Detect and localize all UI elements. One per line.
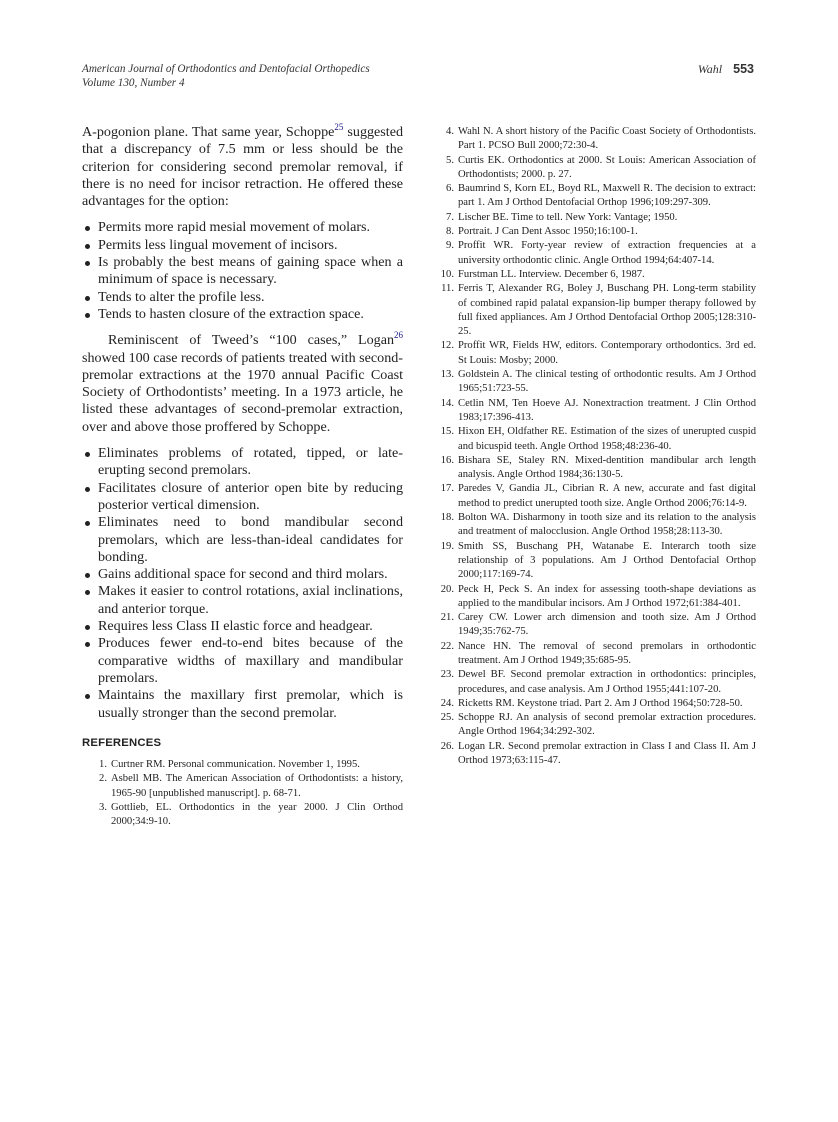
- reference-text: Dewel BF. Second premolar extraction in orthodontics: principles, procedures, and case analysis. Am J Orthod 1955;441:107-20.: [458, 669, 756, 695]
- reference-number: 22.: [440, 640, 454, 652]
- reference-item: [436, 125, 756, 154]
- reference-number: 23.: [440, 669, 454, 681]
- references-heading: REFERENCES: [82, 737, 162, 749]
- reference-item: [436, 268, 756, 282]
- reference-number: 3.: [99, 801, 107, 813]
- bullet-item: Gains additional space for second and third molars.: [82, 566, 403, 583]
- references-list-left: [89, 758, 403, 829]
- reference-item: [436, 154, 756, 183]
- text: A-pogonion plane. That same year, Schoppe: [82, 124, 335, 140]
- reference-item: [436, 697, 756, 711]
- reference-text: Portrait. J Can Dent Assoc 1950;16:100-1.: [458, 226, 638, 238]
- reference-item: [436, 611, 756, 640]
- bullet-item: Facilitates closure of anterior open bite by reducing posterior vertical dimension.: [82, 480, 403, 515]
- reference-number: 25.: [440, 712, 454, 724]
- reference-text: Paredes V, Gandia JL, Cibrian R. A new, accurate and fast digital method to predict unerupted tooth size. Angle Orthod 2006;76:14-9.: [458, 483, 756, 509]
- bullet-item: Requires less Class II elastic force and headgear.: [82, 618, 403, 635]
- reference-item: [89, 772, 403, 801]
- reference-number: 18.: [440, 512, 454, 524]
- reference-text: Gottlieb, EL. Orthodontics in the year 2000. J Clin Orthod 2000;34:9-10.: [111, 801, 403, 828]
- page-number: 553: [733, 62, 754, 76]
- reference-number: 20.: [440, 583, 454, 595]
- reference-text: Peck H, Peck S. An index for assessing tooth-shape deviations as applied to the mandibular incisors. Am J Orthod 1972;61:384-401.: [458, 583, 756, 609]
- reference-text: Smith SS, Buschang PH, Watanabe E. Interarch tooth size relationship of 3 populations. Am J Orthod Dentofacial Orthop 2000;117:169-74.: [458, 540, 756, 581]
- reference-item: [436, 454, 756, 483]
- reference-number: 16.: [440, 454, 454, 466]
- bullet-item: Maintains the maxillary first premolar, which is usually stronger than the second premolar.: [82, 687, 403, 722]
- reference-number: 24.: [440, 697, 454, 709]
- reference-number: 11.: [441, 283, 454, 295]
- reference-number: 2.: [99, 773, 107, 785]
- reference-item: [436, 511, 756, 540]
- reference-item: [436, 540, 756, 583]
- reference-number: 9.: [446, 240, 454, 252]
- reference-number: 4.: [446, 126, 454, 137]
- text: suggested that a discrepancy of 7.5 mm or less should be the criterion for considering second premolar removal, if there is no need for incisor retraction. He offered these advantages for the option:: [82, 124, 404, 210]
- reference-text: Ricketts RM. Keystone triad. Part 2. Am J Orthod 1964;50:728-50.: [458, 697, 743, 709]
- reference-number: 5.: [446, 154, 454, 166]
- reference-text: Proffit WR, Fields HW, editors. Contemporary orthodontics. 3rd ed. St Louis: Mosby; 2000.: [458, 340, 756, 366]
- journal-title: American Journal of Orthodontics and Dentofacial Orthopedics: [82, 63, 370, 75]
- reference-item: [436, 668, 756, 697]
- reference-text: Proffit WR. Forty-year review of extraction frequencies at a university orthodontic clinic. Angle Orthod 1994;64:407-14.: [458, 240, 756, 266]
- paragraph-2: [82, 332, 403, 436]
- reference-number: 19.: [440, 540, 454, 552]
- logan-advantages-list: [82, 445, 403, 722]
- reference-item: [436, 182, 756, 211]
- reference-text: Baumrind S, Korn EL, Boyd RL, Maxwell R. The decision to extract: part 1. Am J Orthod Dentofacial Orthop 1996;109:297-309.: [458, 183, 756, 209]
- reference-item: [436, 368, 756, 397]
- reference-item: [436, 425, 756, 454]
- journal-volume: Volume 130, Number 4: [82, 77, 185, 89]
- reference-item: [436, 640, 756, 669]
- reference-number: 21.: [440, 612, 454, 624]
- bullet-item: Produces fewer end-to-end bites because of the comparative widths of maxillary and mandibular premolars.: [82, 635, 403, 687]
- reference-item: [436, 225, 756, 239]
- paragraph-1: [82, 124, 403, 210]
- reference-number: 12.: [440, 340, 454, 352]
- bullet-item: Permits more rapid mesial movement of molars.: [82, 219, 403, 236]
- reference-text: Wahl N. A short history of the Pacific Coast Society of Orthodontists. Part 1. PCSO Bull 2000;72:30-4.: [458, 126, 756, 152]
- bullet-item: Permits less lingual movement of incisors.: [82, 237, 403, 254]
- citation-link[interactable]: 26: [394, 330, 403, 341]
- reference-text: Carey CW. Lower arch dimension and tooth size. Am J Orthod 1949;35:762-75.: [458, 612, 756, 638]
- reference-text: Curtner RM. Personal communication. November 1, 1995.: [111, 759, 360, 770]
- reference-item: [89, 758, 403, 772]
- reference-item: [436, 397, 756, 426]
- reference-item: [436, 711, 756, 740]
- reference-item: [436, 583, 756, 612]
- reference-number: 6.: [446, 183, 454, 195]
- reference-text: Bolton WA. Disharmony in tooth size and its relation to the analysis and treatment of malocclusion. Angle Orthod 1958;28:113-30.: [458, 512, 756, 538]
- reference-item: [436, 740, 756, 769]
- reference-text: Bishara SE, Staley RN. Mixed-dentition mandibular arch length analysis. Angle Orthod 1984;36:130-5.: [458, 454, 756, 481]
- reference-text: Nance HN. The removal of second premolars in orthodontic treatment. Am J Orthod 1949;35:685-95.: [458, 640, 756, 666]
- reference-number: 26.: [440, 740, 454, 752]
- reference-text: Goldstein A. The clinical testing of orthodontic results. Am J Orthod 1965;51:723-55.: [458, 369, 756, 395]
- bullet-item: Eliminates need to bond mandibular second premolars, which are less-than-ideal candidates for bonding.: [82, 514, 403, 566]
- reference-number: 14.: [440, 397, 454, 409]
- reference-number: 13.: [440, 369, 454, 381]
- bullet-item: Tends to hasten closure of the extraction space.: [82, 306, 403, 323]
- reference-number: 1.: [99, 759, 107, 770]
- reference-item: [436, 211, 756, 225]
- reference-number: 17.: [440, 483, 454, 495]
- header-right: [698, 62, 754, 77]
- reference-number: 15.: [440, 426, 454, 438]
- references-list-right: [436, 125, 756, 768]
- reference-item: [436, 339, 756, 368]
- running-header: [82, 62, 370, 90]
- reference-text: Schoppe RJ. An analysis of second premolar extraction procedures. Angle Orthod 1964;34:292-302.: [458, 712, 756, 738]
- reference-text: Lischer BE. Time to tell. New York: Vantage; 1950.: [458, 211, 678, 223]
- reference-text: Logan LR. Second premolar extraction in Class I and Class II. Am J Orthod 1973;63:115-47.: [458, 740, 756, 767]
- citation-link[interactable]: 25: [334, 122, 344, 132]
- reference-text: Furstman LL. Interview. December 6, 1987.: [458, 268, 645, 280]
- text: showed 100 case records of patients treated with second-premolar extractions at the 1970 annual Pacific Coast Society of Orthodontists’ meeting. In a 1973 article, he listed these advantages of second-premolar extraction, over and above those proffered by Schoppe.: [82, 349, 403, 435]
- bullet-item: Tends to alter the profile less.: [82, 289, 403, 306]
- left-column: [82, 124, 403, 731]
- reference-text: Hixon EH, Oldfather RE. Estimation of the sizes of unerupted cuspid and bicuspid teeth. Angle Orthod 1958;48:236-40.: [458, 426, 756, 452]
- reference-number: 8.: [446, 226, 454, 238]
- bullet-item: Eliminates problems of rotated, tipped, or late-erupting second premolars.: [82, 445, 403, 480]
- bullet-item: Makes it easier to control rotations, axial inclinations, and anterior torque.: [82, 583, 403, 618]
- bullet-item: Is probably the best means of gaining space when a minimum of space is necessary.: [82, 254, 403, 289]
- reference-item: [436, 239, 756, 268]
- schoppe-advantages-list: [82, 219, 403, 323]
- reference-item: [436, 482, 756, 511]
- reference-text: Curtis EK. Orthodontics at 2000. St Louis: American Association of Orthodontists; 2000. p. 27.: [458, 154, 756, 180]
- reference-item: [89, 801, 403, 830]
- reference-text: Cetlin NM, Ten Hoeve AJ. Nonextraction treatment. J Clin Orthod 1983;17:396-413.: [458, 397, 756, 423]
- reference-text: Ferris T, Alexander RG, Boley J, Buschang PH. Long-term stability of combined rapid palatal expansion-lip bumper therapy followed by full fixed appliances. Am J Orthod Dentofacial Orthop 2005;128:310-25.: [458, 283, 756, 338]
- reference-text: Asbell MB. The American Association of Orthodontists: a history, 1965-90 [unpublished manuscript]. p. 68-71.: [111, 773, 403, 799]
- text: Reminiscent of Tweed’s “100 cases,” Logan: [108, 332, 394, 349]
- author-name: Wahl: [697, 62, 723, 76]
- reference-number: 10.: [440, 268, 454, 280]
- reference-number: 7.: [446, 211, 454, 223]
- reference-item: [436, 282, 756, 339]
